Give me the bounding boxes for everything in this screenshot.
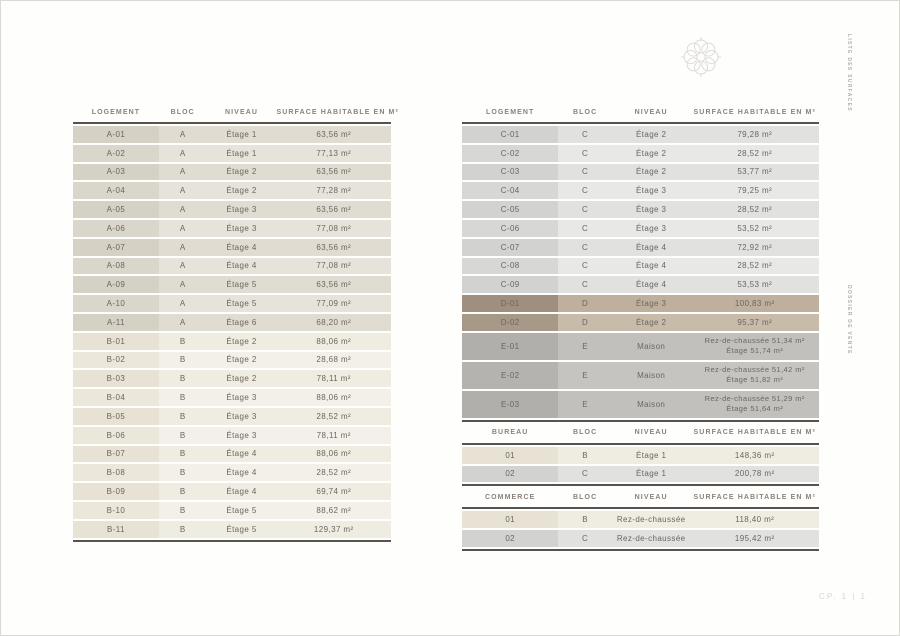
table-body (73, 124, 391, 542)
cell-niveau: Étage 3 (635, 299, 667, 309)
table-row (462, 314, 819, 331)
cell-logement: A-11 (73, 314, 159, 331)
table-row (462, 164, 819, 181)
cell-logement: D-02 (462, 314, 558, 331)
cell-bloc: B (582, 450, 589, 460)
cell-niveau: Étage 5 (226, 505, 257, 515)
table-row (73, 258, 391, 275)
cell-surface: 69,74 m² (316, 487, 352, 497)
cell-logement: C-02 (462, 145, 558, 162)
cell-niveau: Étage 2 (226, 355, 257, 365)
column-header: BLOC (573, 108, 598, 116)
cell-logement: B-04 (73, 389, 159, 406)
cell-surface: 79,25 m² (737, 186, 773, 196)
table-row (73, 408, 391, 425)
cell-bloc: A (179, 261, 186, 271)
cell-bloc: D (582, 299, 589, 309)
cell-logement: B-11 (73, 521, 159, 538)
table-row (462, 530, 819, 547)
cell-surface: 63,56 m² (316, 129, 352, 139)
table-row (73, 164, 391, 181)
page-reference: CP. 1 | 1 (819, 592, 867, 601)
table-row (73, 427, 391, 444)
cell-logement: 01 (462, 447, 558, 464)
cell-logement: C-01 (462, 126, 558, 143)
cell-surface: 28,52 m² (737, 261, 773, 271)
cell-surface: 72,92 m² (737, 242, 773, 252)
cell-bloc: A (179, 317, 186, 327)
table-row (462, 201, 819, 218)
cell-surface: Rez-de-chaussée 51,34 m² Étage 51,74 m² (704, 335, 805, 356)
cell-logement: A-09 (73, 276, 159, 293)
column-header: LOGEMENT (485, 108, 535, 116)
cell-niveau: Étage 3 (635, 223, 667, 233)
cell-surface: 78,11 m² (316, 430, 351, 440)
cell-bloc: B (179, 355, 186, 365)
cell-logement: B-06 (73, 427, 159, 444)
cell-surface: 28,68 m² (316, 355, 352, 365)
cell-bloc: B (179, 487, 186, 497)
cell-surface: 78,11 m² (316, 374, 351, 384)
cell-logement: C-03 (462, 164, 558, 181)
cell-surface: 79,28 m² (737, 129, 773, 139)
cell-surface: 53,53 m² (737, 280, 773, 290)
cell-bloc: B (179, 336, 186, 346)
cell-bloc: A (179, 280, 186, 290)
side-label-middle: DOSSIER DE VENTE (846, 285, 852, 355)
cell-surface: 63,56 m² (316, 242, 352, 252)
cell-surface: 95,37 m² (737, 317, 773, 327)
table-row (73, 446, 391, 463)
cell-surface: 77,08 m² (316, 223, 352, 233)
table-row (73, 352, 391, 369)
cell-surface: 88,06 m² (316, 449, 352, 459)
cell-niveau: Étage 4 (226, 468, 257, 478)
cell-bloc: C (582, 534, 589, 544)
cell-bloc: B (179, 449, 186, 459)
cell-niveau: Maison (637, 399, 666, 409)
cell-logement: D-01 (462, 295, 558, 312)
table-row (73, 521, 391, 538)
cell-surface: 77,28 m² (316, 186, 352, 196)
cell-logement: A-08 (73, 258, 159, 275)
cell-logement: A-02 (73, 145, 159, 162)
cell-surface: 88,62 m² (316, 505, 352, 515)
cell-surface: 118,40 m² (735, 515, 775, 525)
cell-logement: A-10 (73, 295, 159, 312)
table-row (462, 466, 819, 483)
cell-niveau: Étage 1 (635, 450, 667, 460)
side-label-top: LISTE DES SURFACES (846, 34, 852, 112)
table-row (462, 182, 819, 199)
cell-logement: A-04 (73, 182, 159, 199)
column-header: BLOC (170, 108, 195, 116)
cell-surface: 28,52 m² (316, 468, 352, 478)
cell-bloc: B (179, 468, 186, 478)
table-row (73, 239, 391, 256)
cell-bloc: B (582, 515, 589, 525)
column-header: SURFACE HABITABLE EN M² (693, 108, 816, 116)
cell-surface: Rez-de-chaussée 51,29 m² Étage 51,64 m² (704, 393, 805, 414)
table-body (462, 124, 819, 422)
table-row (462, 145, 819, 162)
cell-bloc: A (179, 167, 186, 177)
cell-niveau: Étage 5 (226, 280, 257, 290)
cell-logement: A-03 (73, 164, 159, 181)
cell-niveau: Étage 5 (226, 524, 257, 534)
cell-niveau: Étage 1 (635, 469, 667, 479)
cell-logement: B-09 (73, 483, 159, 500)
table-header-row (462, 490, 819, 509)
table-row (73, 483, 391, 500)
table-row (73, 333, 391, 350)
cell-niveau: Étage 2 (635, 148, 667, 158)
cell-logement: A-07 (73, 239, 159, 256)
table-row (73, 182, 391, 199)
column-header: NIVEAU (224, 108, 259, 116)
cell-surface: Rez-de-chaussée 51,42 m² Étage 51,82 m² (704, 364, 805, 385)
cell-niveau: Étage 3 (635, 186, 667, 196)
cell-surface: 63,56 m² (316, 280, 352, 290)
cell-surface: 88,06 m² (316, 336, 352, 346)
cell-surface: 28,52 m² (316, 411, 352, 421)
table-row (73, 502, 391, 519)
cell-logement: B-02 (73, 352, 159, 369)
cell-niveau: Rez-de-chaussée (616, 534, 686, 544)
cell-logement: 02 (462, 466, 558, 483)
table-row (73, 295, 391, 312)
cell-niveau: Étage 3 (635, 205, 667, 215)
cell-bloc: A (179, 299, 186, 309)
column-header: BLOC (573, 493, 598, 501)
cell-bloc: A (179, 223, 186, 233)
column-header: NIVEAU (634, 429, 668, 437)
cell-surface: 77,13 m² (316, 148, 352, 158)
table-row (73, 201, 391, 218)
table-row (462, 220, 819, 237)
cell-niveau: Étage 2 (635, 167, 667, 177)
cell-surface: 53,77 m² (737, 167, 773, 177)
cell-logement: C-06 (462, 220, 558, 237)
cell-niveau: Maison (637, 341, 666, 351)
table-header-row (462, 105, 819, 124)
cell-bloc: C (582, 129, 589, 139)
cell-bloc: B (179, 411, 186, 421)
cell-bloc: C (582, 261, 589, 271)
logements-cde-table (462, 105, 819, 422)
cell-logement: 02 (462, 530, 558, 547)
cell-logement: C-08 (462, 258, 558, 275)
cell-niveau: Étage 4 (226, 261, 257, 271)
cell-niveau: Étage 1 (226, 148, 257, 158)
cell-bloc: C (582, 469, 589, 479)
cell-logement: 01 (462, 511, 558, 528)
cell-niveau: Étage 3 (226, 205, 257, 215)
cell-surface: 28,52 m² (737, 205, 773, 215)
cell-logement: C-04 (462, 182, 558, 199)
cell-surface: 195,42 m² (734, 534, 775, 544)
table-row (73, 145, 391, 162)
table-row (73, 276, 391, 293)
cell-bloc: A (179, 186, 186, 196)
column-header: BUREAU (491, 429, 529, 437)
cell-logement: B-07 (73, 446, 159, 463)
table-row (462, 239, 819, 256)
cell-surface: 100,83 m² (734, 299, 775, 309)
table-row (462, 126, 819, 143)
cell-logement: B-03 (73, 370, 159, 387)
cell-niveau: Étage 4 (635, 280, 667, 290)
commerce-table (462, 490, 819, 551)
cell-surface: 200,78 m² (734, 469, 775, 479)
cell-logement: E-03 (462, 391, 558, 418)
table-row (73, 370, 391, 387)
cell-logement: A-06 (73, 220, 159, 237)
cell-niveau: Étage 3 (226, 430, 257, 440)
cell-bloc: B (179, 505, 186, 515)
cell-niveau: Étage 3 (226, 393, 257, 403)
cell-surface: 63,56 m² (316, 205, 352, 215)
cell-bloc: B (179, 393, 186, 403)
cell-logement: B-05 (73, 408, 159, 425)
cell-niveau: Étage 3 (226, 411, 257, 421)
right-column (462, 105, 819, 551)
bureau-table (462, 426, 819, 487)
cell-logement: E-01 (462, 333, 558, 360)
table-row (462, 362, 819, 389)
cell-surface: 148,36 m² (734, 450, 775, 460)
column-header: SURFACE HABITABLE EN M² (693, 493, 816, 501)
table-row (73, 126, 391, 143)
cell-bloc: E (582, 370, 589, 380)
cell-surface: 129,37 m² (313, 524, 354, 534)
table-row (73, 464, 391, 481)
cell-niveau: Étage 4 (226, 487, 257, 497)
column-header: LOGEMENT (91, 108, 141, 116)
table-row (462, 276, 819, 293)
cell-logement: B-08 (73, 464, 159, 481)
cell-bloc: C (582, 167, 589, 177)
table-row (462, 333, 819, 360)
table-body (462, 509, 819, 551)
column-header: COMMERCE (484, 493, 536, 501)
cell-niveau: Étage 2 (635, 317, 667, 327)
cell-logement: A-01 (73, 126, 159, 143)
cell-logement: C-09 (462, 276, 558, 293)
column-header: NIVEAU (634, 493, 668, 501)
cell-bloc: C (582, 186, 589, 196)
cell-bloc: A (179, 242, 186, 252)
table-row (73, 220, 391, 237)
cell-bloc: C (582, 148, 589, 158)
cell-bloc: A (179, 148, 186, 158)
cell-surface: 68,20 m² (316, 317, 352, 327)
cell-niveau: Étage 4 (226, 242, 257, 252)
table-row (462, 511, 819, 528)
table-row (462, 447, 819, 464)
cell-niveau: Étage 2 (226, 374, 257, 384)
cell-surface: 63,56 m² (316, 167, 352, 177)
cell-logement: B-10 (73, 502, 159, 519)
table-body (462, 445, 819, 487)
cell-niveau: Étage 1 (226, 129, 257, 139)
table-row (462, 391, 819, 418)
table-row (462, 258, 819, 275)
cell-logement: E-02 (462, 362, 558, 389)
cell-bloc: E (582, 399, 589, 409)
cell-niveau: Maison (637, 370, 666, 380)
cell-logement: C-05 (462, 201, 558, 218)
table-header-row (73, 105, 399, 124)
cell-bloc: C (582, 223, 589, 233)
cell-niveau: Étage 2 (226, 167, 257, 177)
table-row (462, 295, 819, 312)
cell-logement: C-07 (462, 239, 558, 256)
cell-niveau: Rez-de-chaussée (616, 515, 686, 525)
table-row (73, 389, 391, 406)
cell-surface: 77,08 m² (316, 261, 352, 271)
rosette-ornament-icon (677, 33, 725, 81)
column-header: BLOC (573, 429, 598, 437)
cell-bloc: A (179, 129, 186, 139)
cell-niveau: Étage 4 (635, 261, 667, 271)
cell-bloc: B (179, 430, 186, 440)
cell-surface: 53,52 m² (737, 223, 773, 233)
cell-niveau: Étage 3 (226, 223, 257, 233)
cell-bloc: A (179, 205, 186, 215)
cell-logement: A-05 (73, 201, 159, 218)
cell-niveau: Étage 6 (226, 317, 257, 327)
cell-bloc: B (179, 374, 186, 384)
logements-ab-table (73, 105, 399, 542)
cell-bloc: D (582, 317, 589, 327)
table-header-row (462, 426, 819, 445)
table-row (73, 314, 391, 331)
cell-surface: 28,52 m² (737, 148, 773, 158)
cell-niveau: Étage 2 (226, 186, 257, 196)
cell-bloc: C (582, 280, 589, 290)
cell-niveau: Étage 4 (635, 242, 667, 252)
column-header: NIVEAU (634, 108, 668, 116)
cell-logement: B-01 (73, 333, 159, 350)
cell-bloc: C (582, 242, 589, 252)
cell-bloc: E (582, 341, 589, 351)
cell-niveau: Étage 2 (226, 336, 257, 346)
column-header: SURFACE HABITABLE EN M² (276, 108, 399, 116)
column-header: SURFACE HABITABLE EN M² (693, 429, 816, 437)
cell-niveau: Étage 2 (635, 129, 667, 139)
cell-bloc: C (582, 205, 589, 215)
cell-surface: 77,09 m² (316, 299, 352, 309)
cell-surface: 88,06 m² (316, 393, 352, 403)
cell-niveau: Étage 5 (226, 299, 257, 309)
cell-bloc: B (179, 524, 186, 534)
cell-niveau: Étage 4 (226, 449, 257, 459)
